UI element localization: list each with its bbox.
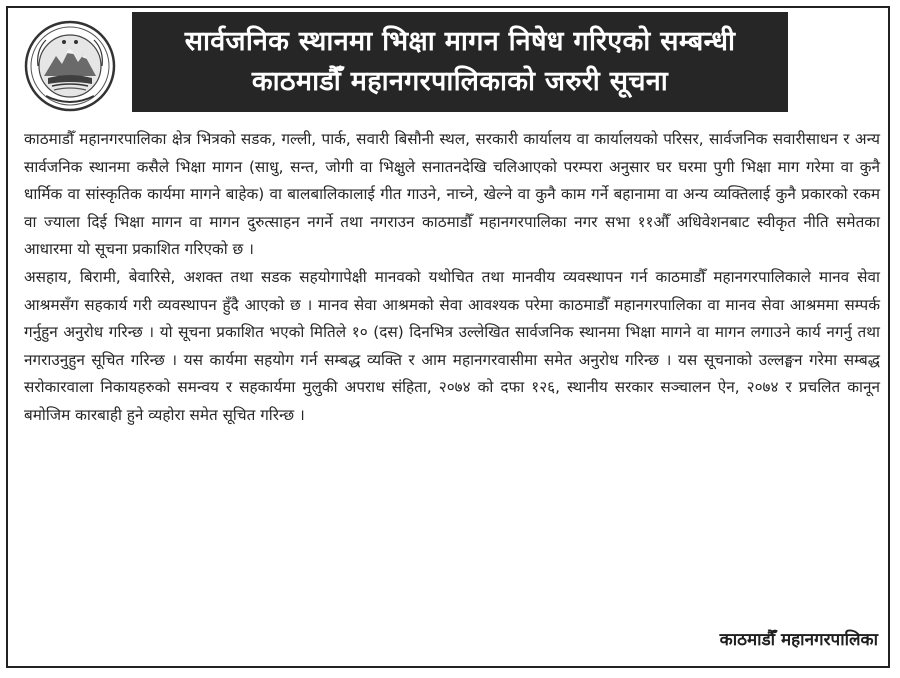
notice-title-banner (132, 12, 788, 112)
nepal-government-emblem-icon (24, 20, 116, 112)
notice-title-line-1: सार्वजनिक स्थानमा भिक्षा मागन निषेध गरिएको सम्बन्धी (184, 26, 736, 57)
notice-title-line-2: काठमाडौँ महानगरपालिकाको जरुरी सूचना (251, 66, 669, 97)
notice-paragraph-1: काठमाडौँ महानगरपालिका क्षेत्र भित्रको सडक, गल्ली, पार्क, सवारी बिसौनी स्थल, सरकारी कार्यालय वा कार्यालयको परिसर, सार्वजनिक सवारीसाधन र अन्य सार्वजनिक स्थानमा कसैले भिक्षा मागन (साधु, सन्त, जोगी वा भिक्षुले सनातनदेखि चलिआएको परम्परा अनुसार घर घरमा पुगी भिक्षा माग गरेमा वा कुनै धार्मिक वा सांस्कृतिक कार्यमा मागने बाहेक) वा बालबालिकालाई गीत गाउने, नाच्ने, खेल्ने वा कुनै काम गर्ने बहानामा वा अन्य व्यक्तिलाई कुनै प्रकारको रकम वा ज्याला दिई भिक्षा मागन वा मागन दुरुत्साहन नगर्ने तथा नगराउन काठमाडौँ महानगरपालिका नगर सभा ११औँ अधिवेशनबाट स्वीकृत नीति समेतका आधारमा यो सूचना प्रकाशित गरिएको छ । (24, 130, 880, 259)
notice-paragraph-2: असहाय, बिरामी, बेवारिसे, अशक्त तथा सडक सहयोगापेक्षी मानवको यथोचित तथा मानवीय व्यवस्थापन गर्न काठमाडौँ महानगरपालिकाले मानव सेवा आश्रमसँग सहकार्य गरी व्यवस्थापन हुँदै आएको छ । मानव सेवा आश्रमको सेवा आवश्यक परेमा काठमाडौँ महानगरपालिका वा मानव सेवा आश्रममा सम्पर्क गर्नुहुन अनुरोध गरिन्छ । यो सूचना प्रकाशित भएको मितिले १० (दस) दिनभित्र उल्लेखित सार्वजनिक स्थानमा भिक्षा मागने वा मागन लगाउने कार्य नगर्नु तथा नगराउनुहुन सूचित गरिन्छ । यस कार्यमा सहयोग गर्न सम्बद्ध व्यक्ति र आम महानगरवासीमा समेत अनुरोध गरिन्छ । यस सूचनाको उल्लङ्घन गरेमा सम्बद्ध सरोकारवाला निकायहरुको समन्वय र सहकार्यमा मुलुकी अपराध संहिता, २०७४ को दफा १२६, स्थानीय सरकार सञ्चालन ऐन, २०७४ र प्रचलित कानून बमोजिम कारबाही हुने व्यहोरा समेत सूचित गरिन्छ । (24, 267, 880, 424)
notice-signature: काठमाडौँ महानगरपालिका (719, 630, 878, 650)
notice-body (24, 126, 880, 430)
notice-frame (6, 6, 890, 668)
